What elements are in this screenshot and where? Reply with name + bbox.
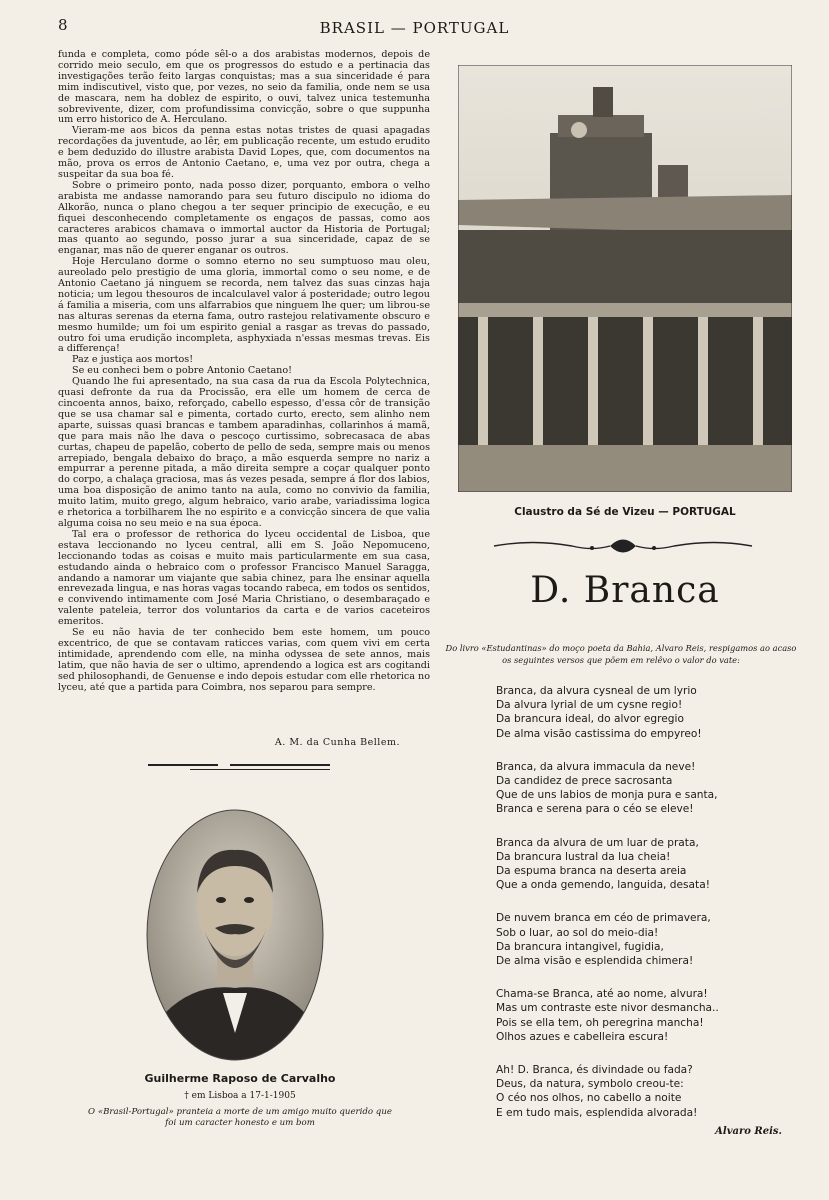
portrait-caption: O «Brasil-Portugal» pranteia a morte de um amigo muito querido que foi um caracter honesto e um bom	[88, 1107, 392, 1128]
article-paragraph: Hoje Herculano dorme o somno eterno no seu sumptuoso mau oleu, aureolado pelo prestigio de uma gloria, immortal como o seu nome, e de Antonio Caetano já ninguem se recorda, nem talvez das suas cinzas haja noticia; um legou thesouros de incalculavel valor á posteridade; outro legou á familia a miseria, com uns alfarrabios que ninguem lhe quer; um librou-se nas alturas serenas da eterna fama, outro rastejou relativamente obscuro e mesmo humilde; um foi um espirito genial a rasgar as trevas do passado, outro foi uma erudição incompleta, asphyxiada n'essas mesmas trevas. Eis a differença!	[58, 256, 430, 355]
poem-stanza	[496, 684, 796, 741]
divider	[148, 764, 218, 766]
poem-line: O céo nos olhos, no cabello a noite	[496, 1092, 682, 1105]
article-body	[58, 50, 430, 693]
poem-signature: Alvaro Reis.	[715, 1126, 782, 1137]
poem-line: Sob o luar, ao sol do meio-dia!	[496, 926, 659, 939]
article-paragraph: Quando lhe fui apresentado, na sua casa da rua da Escola Polytechnica, quasi defronte da rua da Procissão, era elle um homem de cerca de cincoenta annos, baixo, reforçado, cabello espesso, d'essa côr de transição que se usa chamar sal e pimenta, cortado curto, erecto, sem alinho nem aparte, suissas quasi brancas e tambem aparadinhas, collarinhos á mamã, que para mais não lhe dava o pescoço curtissimo, sobrecasaca de abas curtas, chapeu de papelão, coberto de pello de seda, sempre mais ou menos arrepiado, bengala debaixo do braço, a mão esquerda sempre no nariz a empurrar a perenne pitada, a mão direita sempre a coçar qualquer ponto do corpo, a chalaça graciosa, mas ás vezes pesada, sempre á flor dos labios, uma boa disposição de animo tanto na aula, como no convivio da familia, muito latim, muito grego, algum hebraico, vario arabe, variadissima logica e rhetorica a torbilharem lhe no espirito e a convicção sincera de que valia alguma coisa no seu meio e na sua época.	[58, 376, 430, 529]
poem-line: Da alvura lyrial de um cysne regio!	[496, 699, 683, 712]
poem-line: De alma visão castissima do empyreo!	[496, 727, 702, 740]
poem-line: Olhos azues e cabelleira escura!	[496, 1030, 669, 1043]
poem-line: Chama-se Branca, até ao nome, alvura!	[496, 988, 708, 1001]
poem-line: Da brancura intangivel, fugidia,	[496, 940, 664, 953]
poem-stanza	[496, 987, 796, 1044]
cloister-photo	[458, 65, 792, 492]
ornament-divider	[492, 535, 754, 557]
poem-line: Da espuma branca na deserta areia	[496, 865, 687, 878]
divider	[230, 764, 330, 766]
portrait-name: Guilherme Raposo de Carvalho	[144, 1072, 336, 1085]
poem-line: De nuvem branca em céo de primavera,	[496, 912, 711, 925]
poem-line: Branca, da alvura immacula da neve!	[496, 760, 696, 773]
poem-line: Da brancura ideal, do alvor egregio	[496, 713, 684, 726]
portrait-death-date: † em Lisboa a 17-1-1905	[184, 1091, 296, 1101]
poem-line: E em tudo mais, esplendida alvorada!	[496, 1106, 698, 1119]
poem-stanza	[496, 836, 796, 893]
poem-line: De alma visão e esplendida chimera!	[496, 955, 694, 968]
poem-line: Que a onda gemendo, languida, desata!	[496, 879, 710, 892]
divider	[190, 769, 330, 770]
article-paragraph: Tal era o professor de rethorica do lyceu occidental de Lisboa, que estava leccionando no lyceu central, alli em S. João Nepomuceno, leccionando todas as coisas e muito mais particularmente em sua casa, estudando ainda o hebraico com o professor Francisco Manuel Saragga, andando a namorar um viajante que sabia chinez, para lhe ensinar aquella enrevezada lingua, e nas horas vagas tocando rabeca, em todos os sentidos, e convivendo intimamente com José Maria Christiano, o desembaraçado e valente pateleia, terror dos voluntarios da carta e de varios caceteiros emeritos.	[58, 528, 430, 628]
poem-intro: Do livro «Estudantinas» do moço poeta da Bahia, Alvaro Reis, respigamos ao acaso os seguintes versos que põem em relêvo o valor do vate:	[445, 643, 797, 665]
poem-line: Deus, da natura, symbolo creou-te:	[496, 1078, 684, 1091]
article-paragraph: Se eu não havia de ter conhecido bem este homem, um pouco excentrico, de que se contavam raticces varias, com quem vivi em certa intimidade, aprendendo com elle, na minha odyssea de sete annos, mais latim, que não havia de ser o ultimo, aprendendo a logica est ars cogitandi sed philosophandi, de Genuense e indo depois estudar com elle rhetorica no lyceu, até que a partida para Coimbra, nos separou para sempre.	[58, 627, 430, 693]
article-paragraph: Se eu conheci bem o pobre Antonio Caetano!	[72, 365, 292, 377]
article-paragraph: funda e completa, como póde sêl-o a dos arabistas modernos, depois de corrido meio seculo, em que os progressos do estudo e a pertinacia das investigações terão feito largas conquistas; mas a sua sinceridade é para mim indiscutivel, visto que, por vezes, no seio da familia, onde nem se usa de mascara, nem ha doblez de espirito, o ouvi, talvez unica testemunha sobrevivente, dizer, com profundissima convicção, sobre o que suppunha um erro historico de A. Herculano.	[58, 49, 430, 126]
photo-caption: Claustro da Sé de Vizeu — PORTUGAL	[514, 506, 736, 518]
poem-line: Que de uns labios de monja pura e santa,	[496, 789, 718, 802]
article-paragraph: Sobre o primeiro ponto, nada posso dizer, porquanto, embora o velho arabista me andasse namorando para seu futuro discipulo no idioma do Alkorão, nunca o plano chegou a ter sequer principio de execução, e eu fiquei desconhecendo completamente os engaços de passas, como aos caracteres arabicos chamava o immortal auctor da Historia de Portugal; mas quanto ao segundo, posso jurar a sua sinceridade, capaz de se enganar, mas não de querer enganar os outros.	[58, 179, 430, 257]
article-paragraph: Paz e justiça aos mortos!	[72, 354, 194, 366]
poem-line: Pois se ella tem, oh peregrina mancha!	[496, 1016, 704, 1029]
poem-body	[496, 684, 796, 1139]
poem-stanza	[496, 911, 796, 968]
poem-line: Branca, da alvura cysneal de um lyrio	[496, 685, 697, 697]
poem-title: D. Branca	[530, 570, 720, 611]
running-head: BRASIL — PORTUGAL	[319, 19, 510, 37]
poem-stanza	[496, 760, 796, 817]
poem-stanza	[496, 1063, 796, 1120]
poem-line: Mas um contraste este nivor desmancha..	[496, 1002, 719, 1015]
poem-line: Branca da alvura de um luar de prata,	[496, 836, 699, 849]
poem-line: Ah! D. Branca, és divindade ou fada?	[496, 1064, 693, 1077]
page-number: 8	[58, 16, 68, 34]
poem-line: Da candidez de prece sacrosanta	[496, 775, 673, 788]
poem-line: Branca e serena para o céo se eleve!	[496, 803, 694, 816]
portrait-image	[145, 808, 325, 1062]
poem-line: Da brancura lustral da lua cheia!	[496, 850, 671, 863]
article-paragraph: Vieram-me aos bicos da penna estas notas tristes de quasi apagadas recordações da juventude, ao lêr, em publicação recente, um estudo erudito e bem deduzido do illustre arabista David Lopes, que, com documentos na mão, prova os erros de Antonio Caetano, e, uma vez por outra, chega a suspeitar da sua boa fé.	[58, 125, 430, 180]
article-signature: A. M. da Cunha Bellem.	[274, 737, 400, 748]
